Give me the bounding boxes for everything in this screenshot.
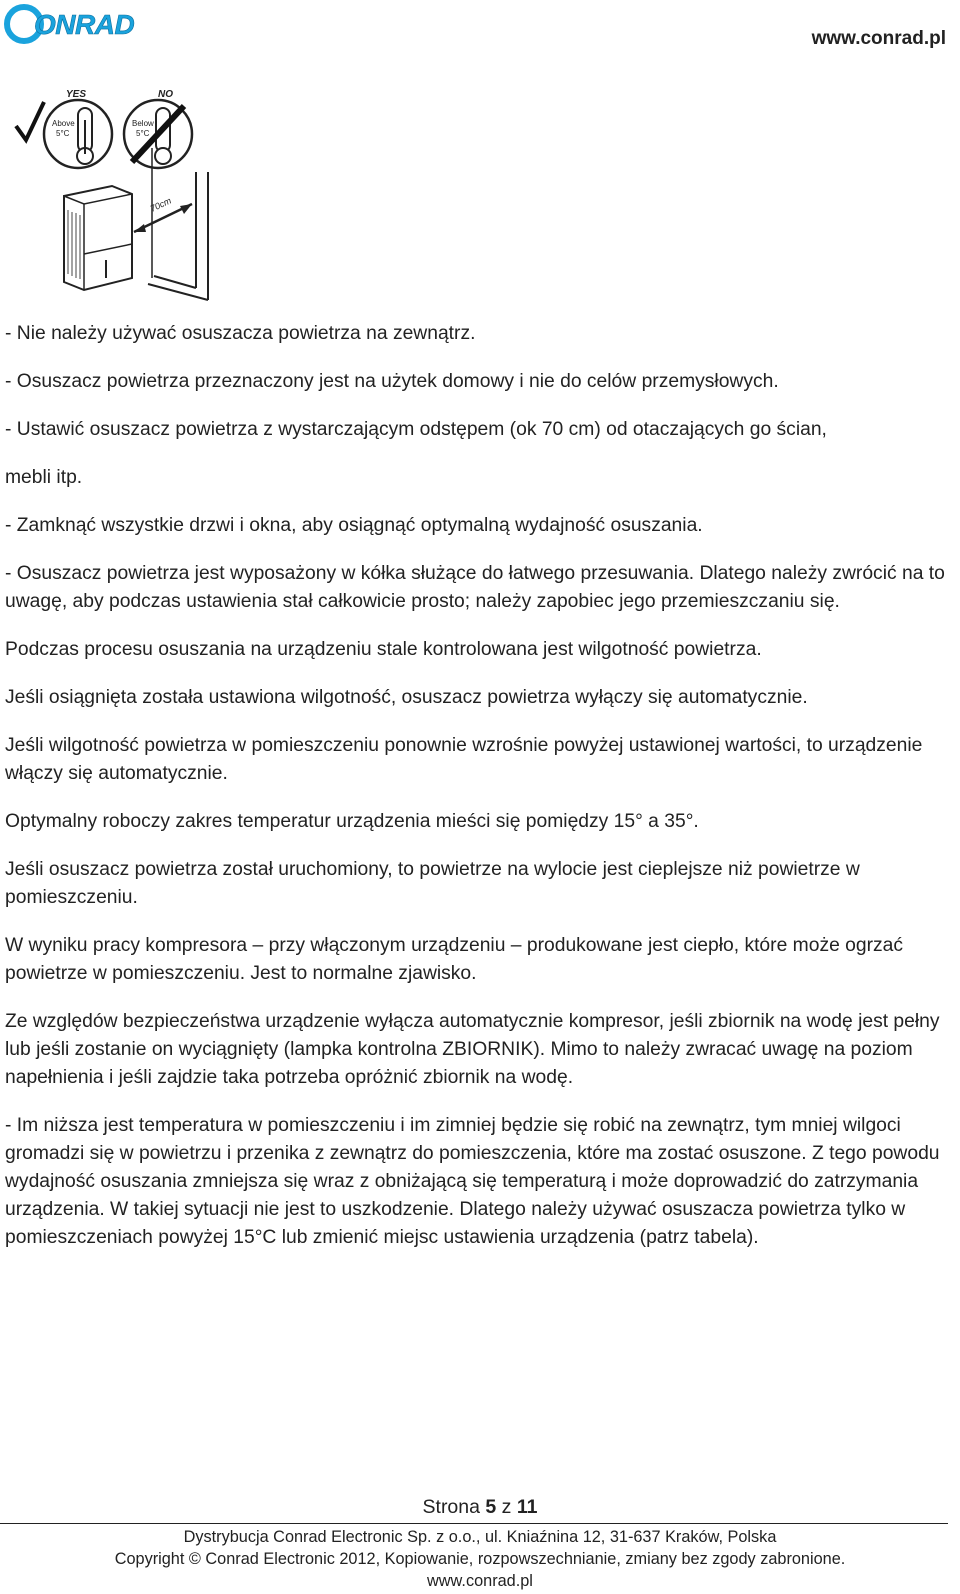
svg-text:ONRAD: ONRAD	[34, 9, 135, 40]
placement-illustration	[2, 78, 222, 310]
page-current: 5	[485, 1496, 497, 1518]
paragraph: Jeśli osuszacz powietrza został uruchomiony, to powietrze na wylocie jest cieplejsze niż powietrze w pomieszczeniu.	[5, 859, 860, 908]
checkmark-icon	[16, 102, 44, 140]
paragraph: - Osuszacz powietrza jest wyposażony w kółka służące do łatwego przesuwania. Dlatego należy zwrócić na to uwagę, aby podczas ustawienia stał całkowicie prosto; należy zapobiec jego przemieszczaniu się.	[5, 563, 945, 612]
paragraph: - Nie należy używać osuszacza powietrza na zewnątrz.	[5, 323, 476, 344]
site-url-header: www.conrad.pl	[811, 28, 946, 49]
footer	[0, 1526, 960, 1592]
svg-text:NO: NO	[158, 89, 173, 100]
dehumidifier-icon	[64, 186, 132, 290]
document-body	[5, 320, 945, 1252]
page-separator: z	[501, 1496, 512, 1518]
svg-text:5°C: 5°C	[56, 129, 70, 138]
thermometer-below-crossed-icon	[124, 100, 192, 168]
paragraph: mebli itp.	[5, 467, 83, 488]
paragraph: Ze względów bezpieczeństwa urządzenie wyłącza automatycznie kompresor, jeśli zbiornik na wodę jest pełny lub jeśli zostanie on wyciągnięty (lampka kontrolna ZBIORNIK). Mimo to należy zwracać uwagę na poziom napełnienia i jeśli zajdzie taka potrzeba opróżnić zbiornik na wodę.	[5, 1011, 940, 1088]
paragraph: - Zamknąć wszystkie drzwi i okna, aby osiągnąć optymalną wydajność osuszania.	[5, 515, 703, 536]
distance-arrow	[134, 195, 192, 232]
svg-text:Above: Above	[52, 119, 75, 128]
no-label	[158, 89, 173, 100]
footer-copyright: Copyright © Conrad Electronic 2012, Kopiowanie, rozpowszechnianie, zmiany bez zgody zabronione.	[114, 1550, 846, 1568]
svg-text:YES: YES	[66, 89, 87, 100]
footer-url: www.conrad.pl	[427, 1572, 533, 1590]
paragraph: Podczas procesu osuszania na urządzeniu stale kontrolowana jest wilgotność powietrza.	[5, 639, 762, 660]
paragraph: Jeśli wilgotność powietrza w pomieszczeniu ponownie wzrośnie powyżej ustawionej wartości, to urządzenie włączy się automatycznie.	[5, 735, 923, 784]
page-total: 11	[516, 1496, 538, 1518]
page-number	[0, 1496, 960, 1519]
paragraph: Optymalny roboczy zakres temperatur urządzenia mieści się pomiędzy 15° a 35°.	[5, 811, 699, 832]
wall-corner	[148, 148, 208, 300]
paragraph: - Osuszacz powietrza przeznaczony jest na użytek domowy i nie do celów przemysłowych.	[5, 371, 779, 392]
yes-label	[66, 89, 86, 100]
paragraph: W wyniku pracy kompresora – przy włączonym urządzeniu – produkowane jest ciepło, które może ogrzać powietrze w pomieszczeniu. Jest to normalne zjawisko.	[5, 935, 904, 984]
svg-text:5°C: 5°C	[136, 129, 150, 138]
footer-distributor: Dystrybucja Conrad Electronic Sp. z o.o., ul. Kniaźnina 12, 31-637 Kraków, Polska	[183, 1528, 777, 1546]
svg-text:Below: Below	[132, 119, 154, 128]
paragraph: Jeśli osiągnięta została ustawiona wilgotność, osuszacz powietrza wyłączy się automatycznie.	[5, 687, 808, 708]
paragraph: - Ustawić osuszacz powietrza z wystarczającym odstępem (ok 70 cm) od otaczających go ścian,	[5, 419, 827, 440]
page-label: Strona	[422, 1496, 480, 1518]
svg-text:70cm: 70cm	[148, 195, 173, 214]
footer-divider	[0, 1523, 948, 1524]
thermometer-above-icon	[44, 100, 112, 168]
paragraph: - Im niższa jest temperatura w pomieszczeniu i im zimniej będzie się robić na zewnątrz, tym mniej wilgoci gromadzi się w powietrzu i przenika z zewnątrz do pomieszczenia, które ma zostać osuszone. Z tego powodu wydajność osuszania zmniejsza się wraz z obniżającą się temperaturą i może doprowadzić do zatrzymania urządzenia. W takiej sytuacji nie jest to uszkodzenie. Dlatego należy używać osuszacza powietrza tylko w pomieszczeniach powyżej 15°C lub zmienić miejsc ustawienia urządzenia (patrz tabela).	[5, 1115, 940, 1248]
conrad-logo	[4, 4, 160, 44]
